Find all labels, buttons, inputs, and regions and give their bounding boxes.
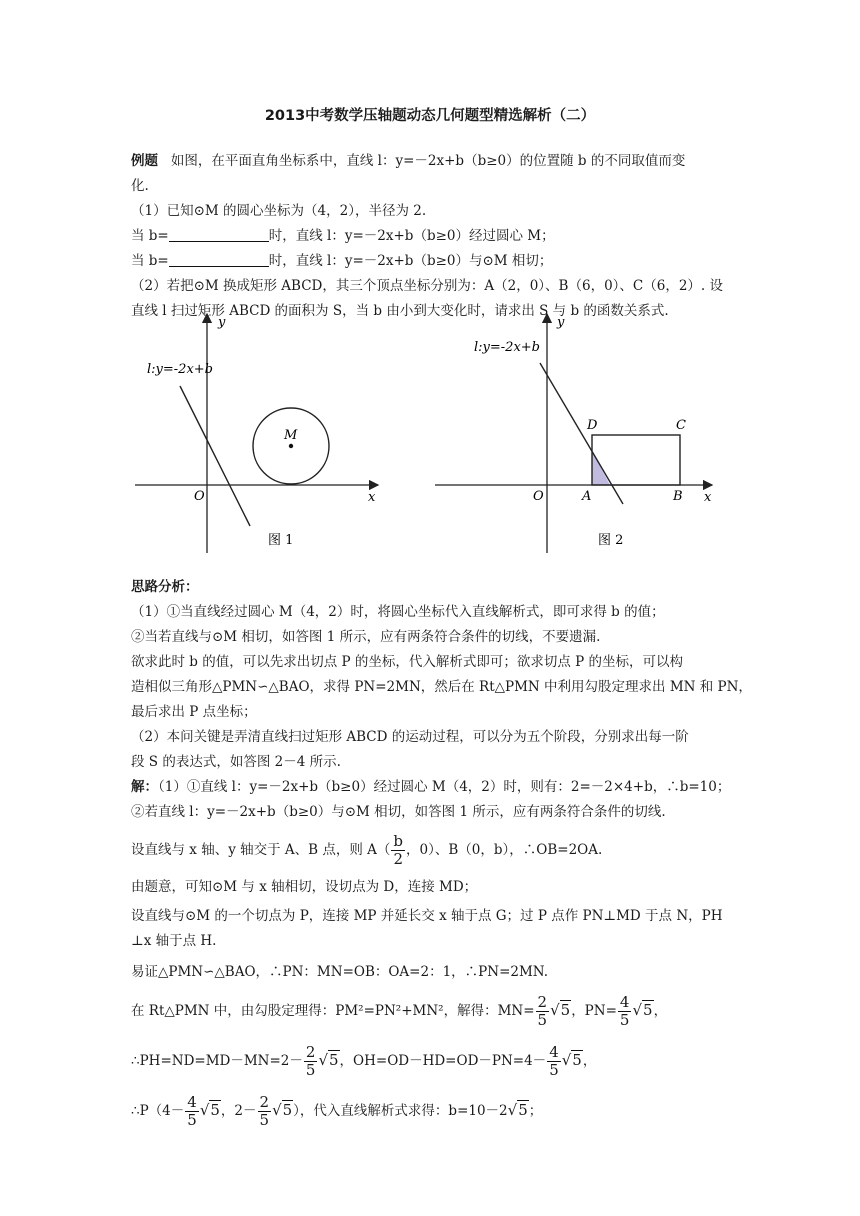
analysis-section (131, 575, 751, 775)
solution-line-4: 由题意，可知⊙M 与 x 轴相切，设切点为 D，连接 MD； (131, 879, 478, 895)
solution-line-8 (131, 987, 751, 1033)
solution-line-6: ⊥x 轴于点 H. (131, 933, 217, 949)
example-line-6: （2）若把⊙M 换成矩形 ABCD，其三个顶点坐标分别为：A（2，0）、B（6，0）、C（6，2）. 设 (131, 278, 723, 294)
analysis-heading: 思路分析： (131, 579, 199, 595)
solution-text: ，0）、B（0，b），∴OB=2OA. (406, 842, 603, 858)
solution-text: 设直线与 x 轴、y 轴交于 A、B 点，则 A（ (131, 842, 391, 858)
sqrt-symbol: √ (550, 1001, 560, 1019)
sqrt-symbol: √ (561, 1051, 572, 1069)
x-label: x (704, 490, 712, 505)
origin-label: O (194, 489, 205, 504)
sqrt-5 (550, 987, 571, 1033)
solution-line-9 (131, 1037, 751, 1083)
solution-text: ，2－ (220, 1103, 257, 1119)
solution-line-7: 易证△PMN∽△BAO，∴PN：MN=OB：OA=2：1，∴PN=2MN. (131, 964, 549, 980)
solution-text: 在 Rt△PMN 中，由勾股定理得：PM²=PN²+MN²，解得：MN= (131, 1003, 535, 1019)
sqrt-5 (508, 1087, 529, 1133)
fraction (304, 1045, 318, 1078)
numerator: 4 (549, 1043, 559, 1061)
analysis-line: （2）本问关键是弄清直线扫过矩形 ABCD 的运动过程，可以分为五个阶段，分别求出每一阶 (131, 729, 689, 745)
fraction (536, 995, 550, 1028)
radicand: 5 (329, 1051, 339, 1069)
denominator: 5 (537, 1011, 548, 1029)
radicand: 5 (210, 1101, 220, 1119)
solution-text: ∴PH=ND=MD－MN=2－ (131, 1053, 303, 1069)
radicand: 5 (518, 1101, 528, 1119)
solution-line-2: ②若直线 l：y=－2x+b（b≥0）与⊙M 相切，如答图 1 所示，应有两条符合条件的切线. (131, 804, 666, 820)
example-line-7: 直线 l 扫过矩形 ABCD 的面积为 S，当 b 由小到大变化时，请求出 S 与 b 的函数关系式. (131, 303, 669, 319)
radicand: 5 (572, 1051, 582, 1069)
numerator: 4 (187, 1093, 197, 1111)
example-text: 如图，在平面直角坐标系中，直线 l：y=－2x+b（b≥0）的位置随 b 的不同取值而变 (170, 153, 686, 169)
sqrt-symbol: √ (318, 1051, 328, 1069)
fraction (547, 1045, 561, 1078)
sqrt-5 (200, 1087, 221, 1133)
origin-label: O (533, 489, 544, 504)
fraction-b-over-2 (391, 834, 405, 867)
analysis-line: 段 S 的表达式，如答图 2－4 所示. (131, 754, 341, 770)
analysis-line: ②当若直线与⊙M 相切，如答图 1 所示，应有两条符合条件的切线，不要遗漏. (131, 629, 601, 645)
example-line-2: 化. (131, 178, 149, 194)
figure-2 (430, 308, 720, 558)
line-l (540, 363, 623, 504)
sqrt-symbol: √ (199, 1101, 210, 1119)
sqrt-symbol: √ (632, 1001, 643, 1019)
sqrt-5 (632, 987, 653, 1033)
fraction (258, 1095, 272, 1128)
radicand: 5 (560, 1001, 571, 1019)
y-label: y (557, 315, 565, 330)
page-title: 2013中考数学压轴题动态几何题型精选解析（二） (264, 108, 596, 124)
sqrt-symbol: √ (507, 1101, 518, 1119)
radicand: 5 (643, 1001, 653, 1019)
numerator: 2 (259, 1093, 270, 1111)
y-label: y (218, 315, 226, 330)
solution-line-10 (131, 1087, 751, 1133)
solution-line-3 (131, 828, 751, 872)
solution-line-5: 设直线与⊙M 的一个切点为 P，连接 MP 并延长交 x 轴于点 G；过 P 点作 PN⊥MD 于点 N，PH (131, 908, 723, 924)
radicand: 5 (282, 1101, 293, 1119)
vertex-d-label: D (587, 418, 598, 433)
fraction (618, 995, 632, 1028)
answer-blank-2[interactable] (169, 252, 269, 267)
sqrt-5 (562, 1037, 583, 1083)
solution-text: ， (582, 1053, 597, 1069)
analysis-line: 最后求出 P 点坐标； (131, 704, 257, 720)
example-text: 时，直线 l：y=－2x+b（b≥0）经过圆心 M； (268, 228, 555, 244)
solution-text: ∴P（4－ (131, 1103, 185, 1119)
numerator: 2 (305, 1043, 316, 1061)
x-label: x (368, 490, 376, 505)
m-label: M (284, 428, 298, 443)
figure-caption: 图 2 (598, 533, 624, 548)
denominator: 5 (619, 1011, 630, 1029)
denominator: 5 (187, 1111, 197, 1129)
example-line-1 (131, 149, 751, 174)
solution-text: ，PN= (571, 1003, 617, 1019)
fraction (185, 1095, 199, 1128)
solution-text: ， (653, 1003, 668, 1019)
denominator: 2 (393, 850, 403, 868)
example-problem (131, 149, 751, 324)
analysis-line: （1）①当直线经过圆心 M（4，2）时，将圆心坐标代入直线解析式，即可求得 b 的值； (131, 604, 665, 620)
example-text: 时，直线 l：y=－2x+b（b≥0）与⊙M 相切； (268, 253, 553, 269)
solution-text: ； (528, 1103, 543, 1119)
numerator: 4 (619, 993, 630, 1011)
example-label: 例题 (131, 153, 158, 169)
solution-line-1 (131, 775, 751, 800)
example-line-5 (131, 249, 751, 274)
numerator: b (393, 832, 404, 850)
vertex-a-label: A (582, 489, 592, 504)
answer-blank-1[interactable] (169, 227, 269, 242)
solution-section (131, 775, 751, 1133)
center-m-dot (289, 444, 293, 448)
numerator: 2 (537, 993, 548, 1011)
solution-label: 解： (131, 779, 158, 795)
example-line-3: （1）已知⊙M 的圆心坐标为（4，2），半径为 2. (131, 203, 427, 219)
vertex-c-label: C (676, 418, 686, 433)
denominator: 5 (549, 1061, 559, 1079)
denominator: 5 (259, 1111, 270, 1129)
analysis-line: 欲求此时 b 的值，可以先求出切点 P 的坐标，代入解析式即可；欲求切点 P 的坐标，可以构 (131, 654, 684, 670)
figure-caption: 图 1 (268, 533, 294, 548)
sqrt-5 (272, 1087, 293, 1133)
sqrt-5 (318, 1037, 339, 1083)
line-l (180, 386, 250, 526)
line-label: l:y=-2x+b (474, 340, 540, 355)
when-b-label: 当 b= (131, 253, 169, 269)
vertex-b-label: B (673, 489, 683, 504)
solution-text: ），代入直线解析式求得：b=10－2 (293, 1103, 508, 1119)
solution-text: ，OH=OD－HD=OD－PN=4－ (339, 1053, 547, 1069)
line-label: l:y=-2x+b (147, 362, 213, 377)
solution-text: （1）①直线 l：y=－2x+b（b≥0）经过圆心 M（4，2）时，则有：2=－2×4+b，∴b=10； (158, 779, 731, 795)
denominator: 5 (305, 1061, 316, 1079)
analysis-line: 造相似三角形△PMN∽△BAO，求得 PN=2MN，然后在 Rt△PMN 中利用勾股定理求出 MN 和 PN， (131, 679, 752, 695)
sqrt-symbol: √ (272, 1101, 282, 1119)
figure-1 (130, 308, 390, 558)
when-b-label: 当 b= (131, 228, 169, 244)
example-line-4 (131, 224, 751, 249)
